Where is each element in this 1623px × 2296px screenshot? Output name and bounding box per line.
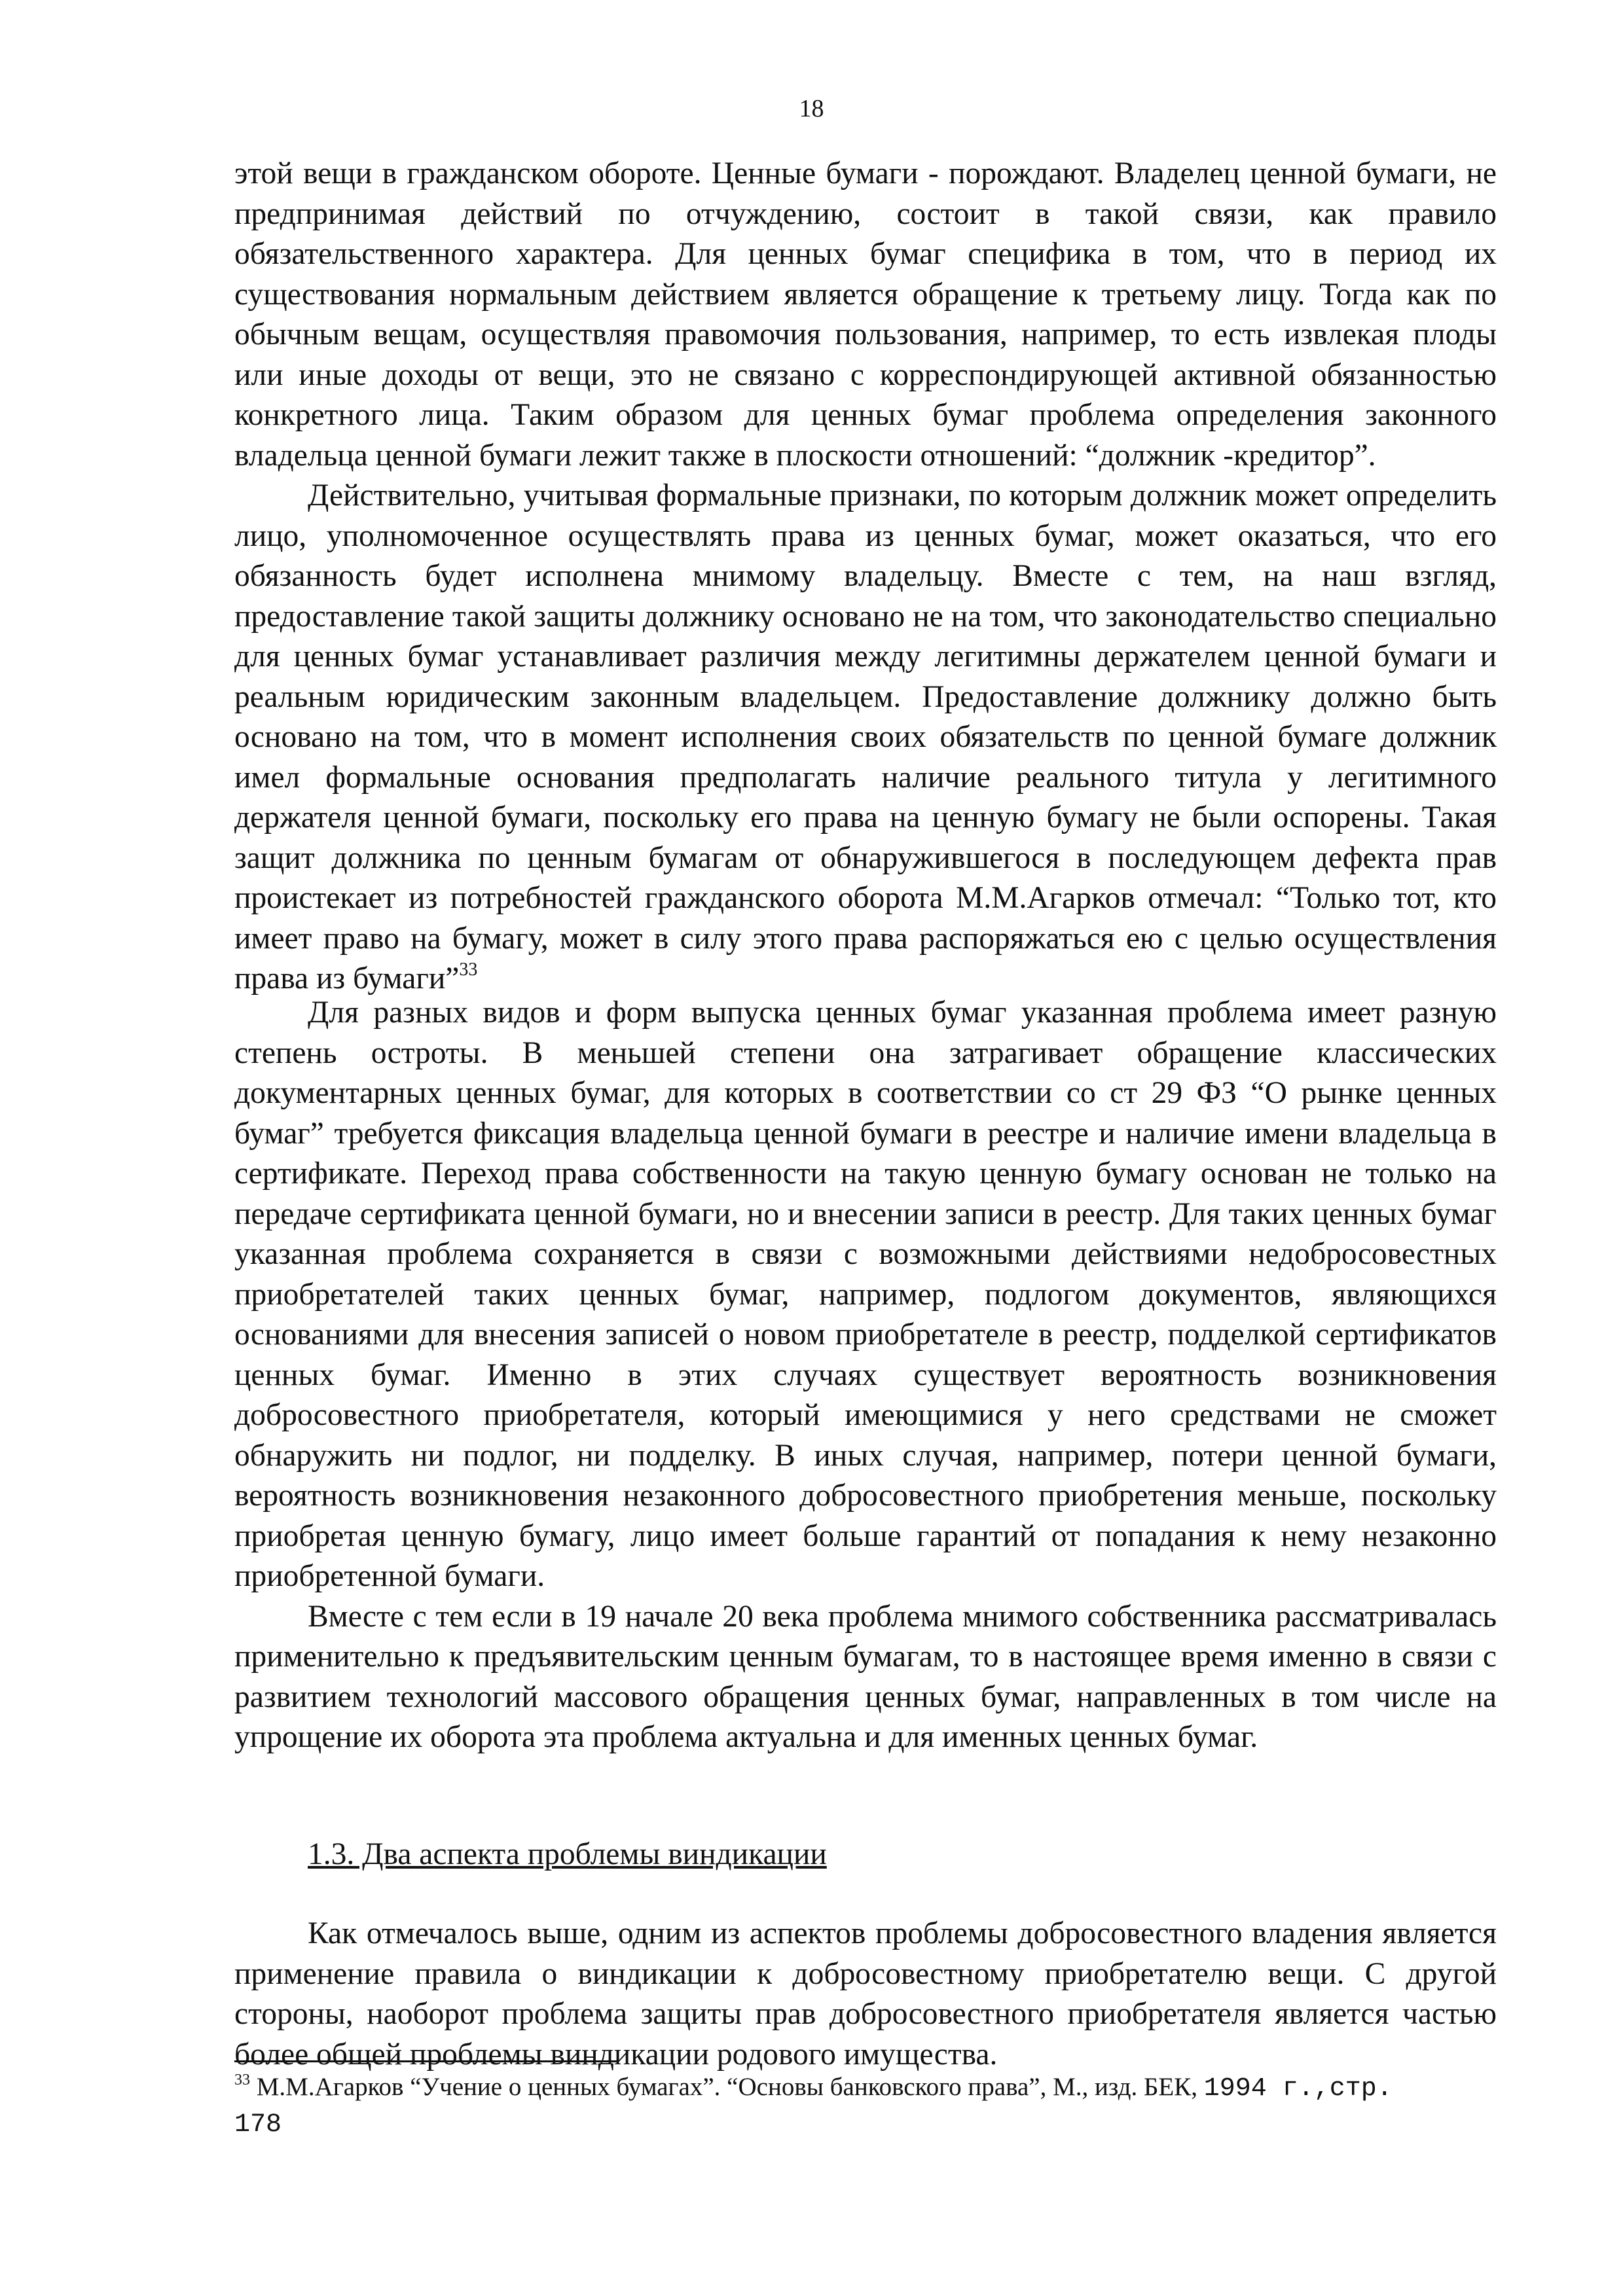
footnote bbox=[234, 2070, 1497, 2142]
footnote-reference[interactable]: 33 bbox=[459, 960, 478, 980]
footnote-separator bbox=[234, 2060, 617, 2062]
paragraph: этой вещи в гражданском обороте. Ценные бумаги - порождают. Владелец ценной бумаги, не предпринимая действий по отчуждению, состоит в такой связи, как правило обязательственного характера. Для ценных бумаг специфика в том, что в период их существования нормальным действием является обращение к третьему лицу. Тогда как по обычным вещам, осуществляя правомочия пользования, например, то есть извлекая плоды или иные доходы от вещи, это не связано с корреспондирующей активной обязанностью конкретного лица. Таким образом для ценных бумаг проблема определения законного владельца ценной бумаги лежит также в плоскости отношений: “должник -кредитор”. bbox=[234, 156, 1497, 473]
footnote-number: 33 bbox=[234, 2072, 250, 2089]
footnote-page-number: 178 bbox=[234, 2110, 282, 2140]
text-block-3 bbox=[234, 1914, 1497, 2075]
footnote-text: М.М.Агарков “Учение о ценных бумагах”. “Основы банковского права”, М., изд. БЕК, bbox=[250, 2073, 1204, 2101]
paragraph: Как отмечалось выше, одним из аспектов проблемы добросовестного владения является применение правила о виндикации к добросовестному приобретателю вещи. С другой стороны, наоборот проблема защиты прав добросовестного приобретателя является частью более общей проблемы виндикации родового имущества. bbox=[234, 1916, 1497, 2072]
text-block-1 bbox=[234, 154, 1497, 999]
footnote-year-page: 1994 г.,стр. bbox=[1203, 2074, 1393, 2104]
paragraph bbox=[234, 476, 1497, 999]
page-number: 18 bbox=[799, 95, 824, 122]
paragraph: Вместе с тем если в 19 начале 20 века проблема мнимого собственника рассматривалась применительно к предъявительским ценным бумагам, то в настоящее время именно в связи с развитием технологий массового обращения ценных бумаг, направленных в том числе на упрощение их оборота эта проблема актуальна и для именных ценных бумаг. bbox=[234, 1599, 1497, 1754]
paragraph-text: Действительно, учитывая формальные признаки, по которым должник может определить лицо, уполномоченное осуществлять права из ценных бумаг, может оказаться, что его обязанность будет исполнена мнимому владельцу. Вместе с тем, на наш взгляд, предоставление такой защиты должнику основано не на том, что законодательство специально для ценных бумаг устанавливает различия между легитимны держателем ценной бумаги и реальным юридическим законным владельцем. Предоставление должнику должно быть основано на том, что в момент исполнения своих обязательств по ценной бумаге должник имел формальные основания предполагать наличие реального титула у легитимного держателя ценной бумаги, поскольку его права на ценную бумагу не были оспорены. Такая защит должника по ценным бумагам от обнаружившегося в последующем дефекта прав проистекает из потребностей гражданского оборота М.М.Агарков отмечал: “Только тот, кто имеет право на бумагу, может в силу этого права распоряжаться ею с целью осуществления права из бумаги” bbox=[234, 478, 1497, 996]
section-heading: 1.3. Два аспекта проблемы виндикации bbox=[308, 1837, 827, 1871]
text-block-2 bbox=[234, 993, 1497, 1758]
paragraph: Для разных видов и форм выпуска ценных бумаг указанная проблема имеет разную степень остроты. В меньшей степени она затрагивает обращение классических документарных ценных бумаг, для которых в соответствии со ст 29 ФЗ “О рынке ценных бумаг” требуется фиксация владельца ценной бумаги в реестре и наличие имени владельца в сертификате. Переход права собственности на такую ценную бумагу основан не только на передаче сертификата ценной бумаги, но и внесении записи в реестр. Для таких ценных бумаг указанная проблема сохраняется в связи с возможными действиями недобросовестных приобретателей таких ценных бумаг, например, подлогом документов, являющихся основаниями для внесения записей о новом приобретателе в реестр, подделкой сертификатов ценных бумаг. Именно в этих случаях существует вероятность возникновения добросовестного приобретателя, который имеющимися у него средствами не сможет обнаружить ни подлог, ни подделку. В иных случая, например, потери ценной бумаги, вероятность возникновения незаконного добросовестного приобретения меньше, поскольку приобретая ценную бумагу, лицо имеет больше гарантий от попадания к нему незаконно приобретенной бумаги. bbox=[234, 996, 1497, 1593]
